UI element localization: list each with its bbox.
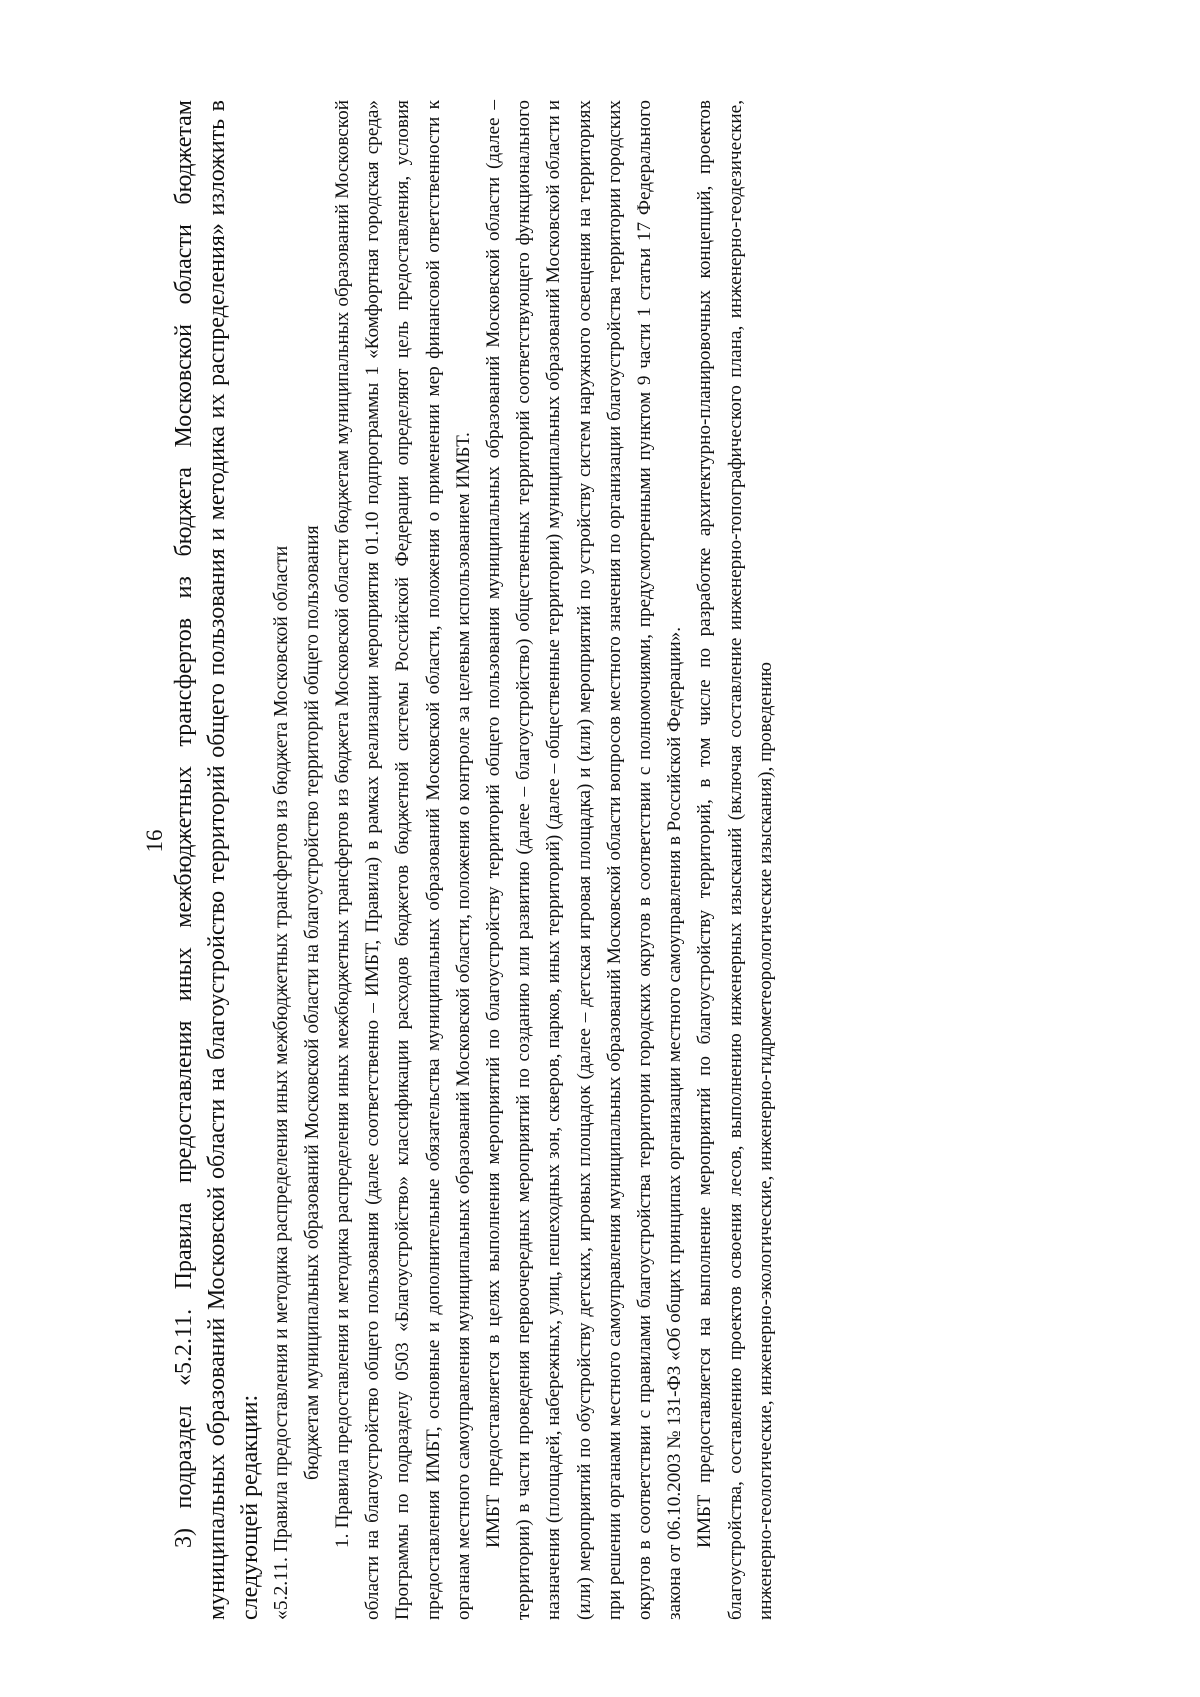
page-number: 16	[142, 829, 167, 853]
paragraph-rules-scope: 1. Правила предоставления и методика распределения иных межбюджетных трансфертов из бюджета Московской области бюджетам муниципальных образований Московской области на благоустройство общего пользования (далее соответственно – ИМБТ, Правила) в рамках реализации мероприятия 01.10 подпрограммы 1 «Комфортная городская среда» Программы по подразделу 0503 «Благоустройство» классификации расходов бюджетов бюджетной системы Российской Федерации определяют цель предоставления, условия предоставления ИМБТ, основные и дополнительные обязательства муниципальных образований Московской области, положения о применении мер финансовой ответственности к органам местного самоуправления муниципальных образований Московской области, положения о контроле за целевым использованием ИМБТ.	[332, 100, 474, 1620]
section-title-line2: бюджетам муниципальных образований Московской области на благоустройство территорий общего пользования	[301, 525, 323, 1480]
section-title-line1: «5.2.11. Правила предоставления и методика распределения иных межбюджетных трансфертов из бюджета Московской области	[271, 545, 292, 1620]
rotated-text-block	[168, 100, 781, 1620]
paragraph-imbt-purpose: ИМБТ предоставляется в целях выполнения мероприятий по благоустройству территорий общего пользования муниципальных образований Московской области (далее – территории) в части проведения первоочередных мероприятий по созданию или развитию (далее – благоустройство) общественных территорий соответствующего функционального назначения (площадей, набережных, улиц, пешеходных зон, скверов, парков, иных территорий) (далее – общественные территории) муниципальных образований Московской области и (или) мероприятий по обустройству детских, игровых площадок (далее – детская игровая площадка) и (или) мероприятий по устройству систем наружного освещения на территориях при решении органами местного самоуправления муниципальных образований Московской области вопросов местного значения по организации благоустройства территории городских округов в соответствии с правилами благоустройства территории городских округов в соответствии с полномочиями, предусмотренными пунктом 9 части 1 статьи 17 Федерального закона от 06.10.2003 № 131-ФЗ «Об общих принципах организации местного самоуправления в Российской Федерации».	[483, 100, 686, 1620]
paragraph-amendment-intro: 3) подраздел «5.2.11. Правила предоставления иных межбюджетных трансфертов из бюджета Московской области бюджетам муниципальных образований Московской области на благоустройство территорий общего пользования и методика их распределения» изложить в следующей редакции:	[171, 100, 263, 1620]
paragraph-imbt-activities: ИМБТ предоставляется на выполнение мероприятий по благоустройству территорий, в том числе по разработке архитектурно-планировочных концепций, проектов благоустройства, составлению проектов освоения лесов, выполнению инженерных изысканий (включая составление инженерно-топографического плана, инженерно-геодезические, инженерно-геологические, инженерно-экологические, инженерно-гидрометеорологические изыскания), проведению	[694, 100, 776, 1620]
